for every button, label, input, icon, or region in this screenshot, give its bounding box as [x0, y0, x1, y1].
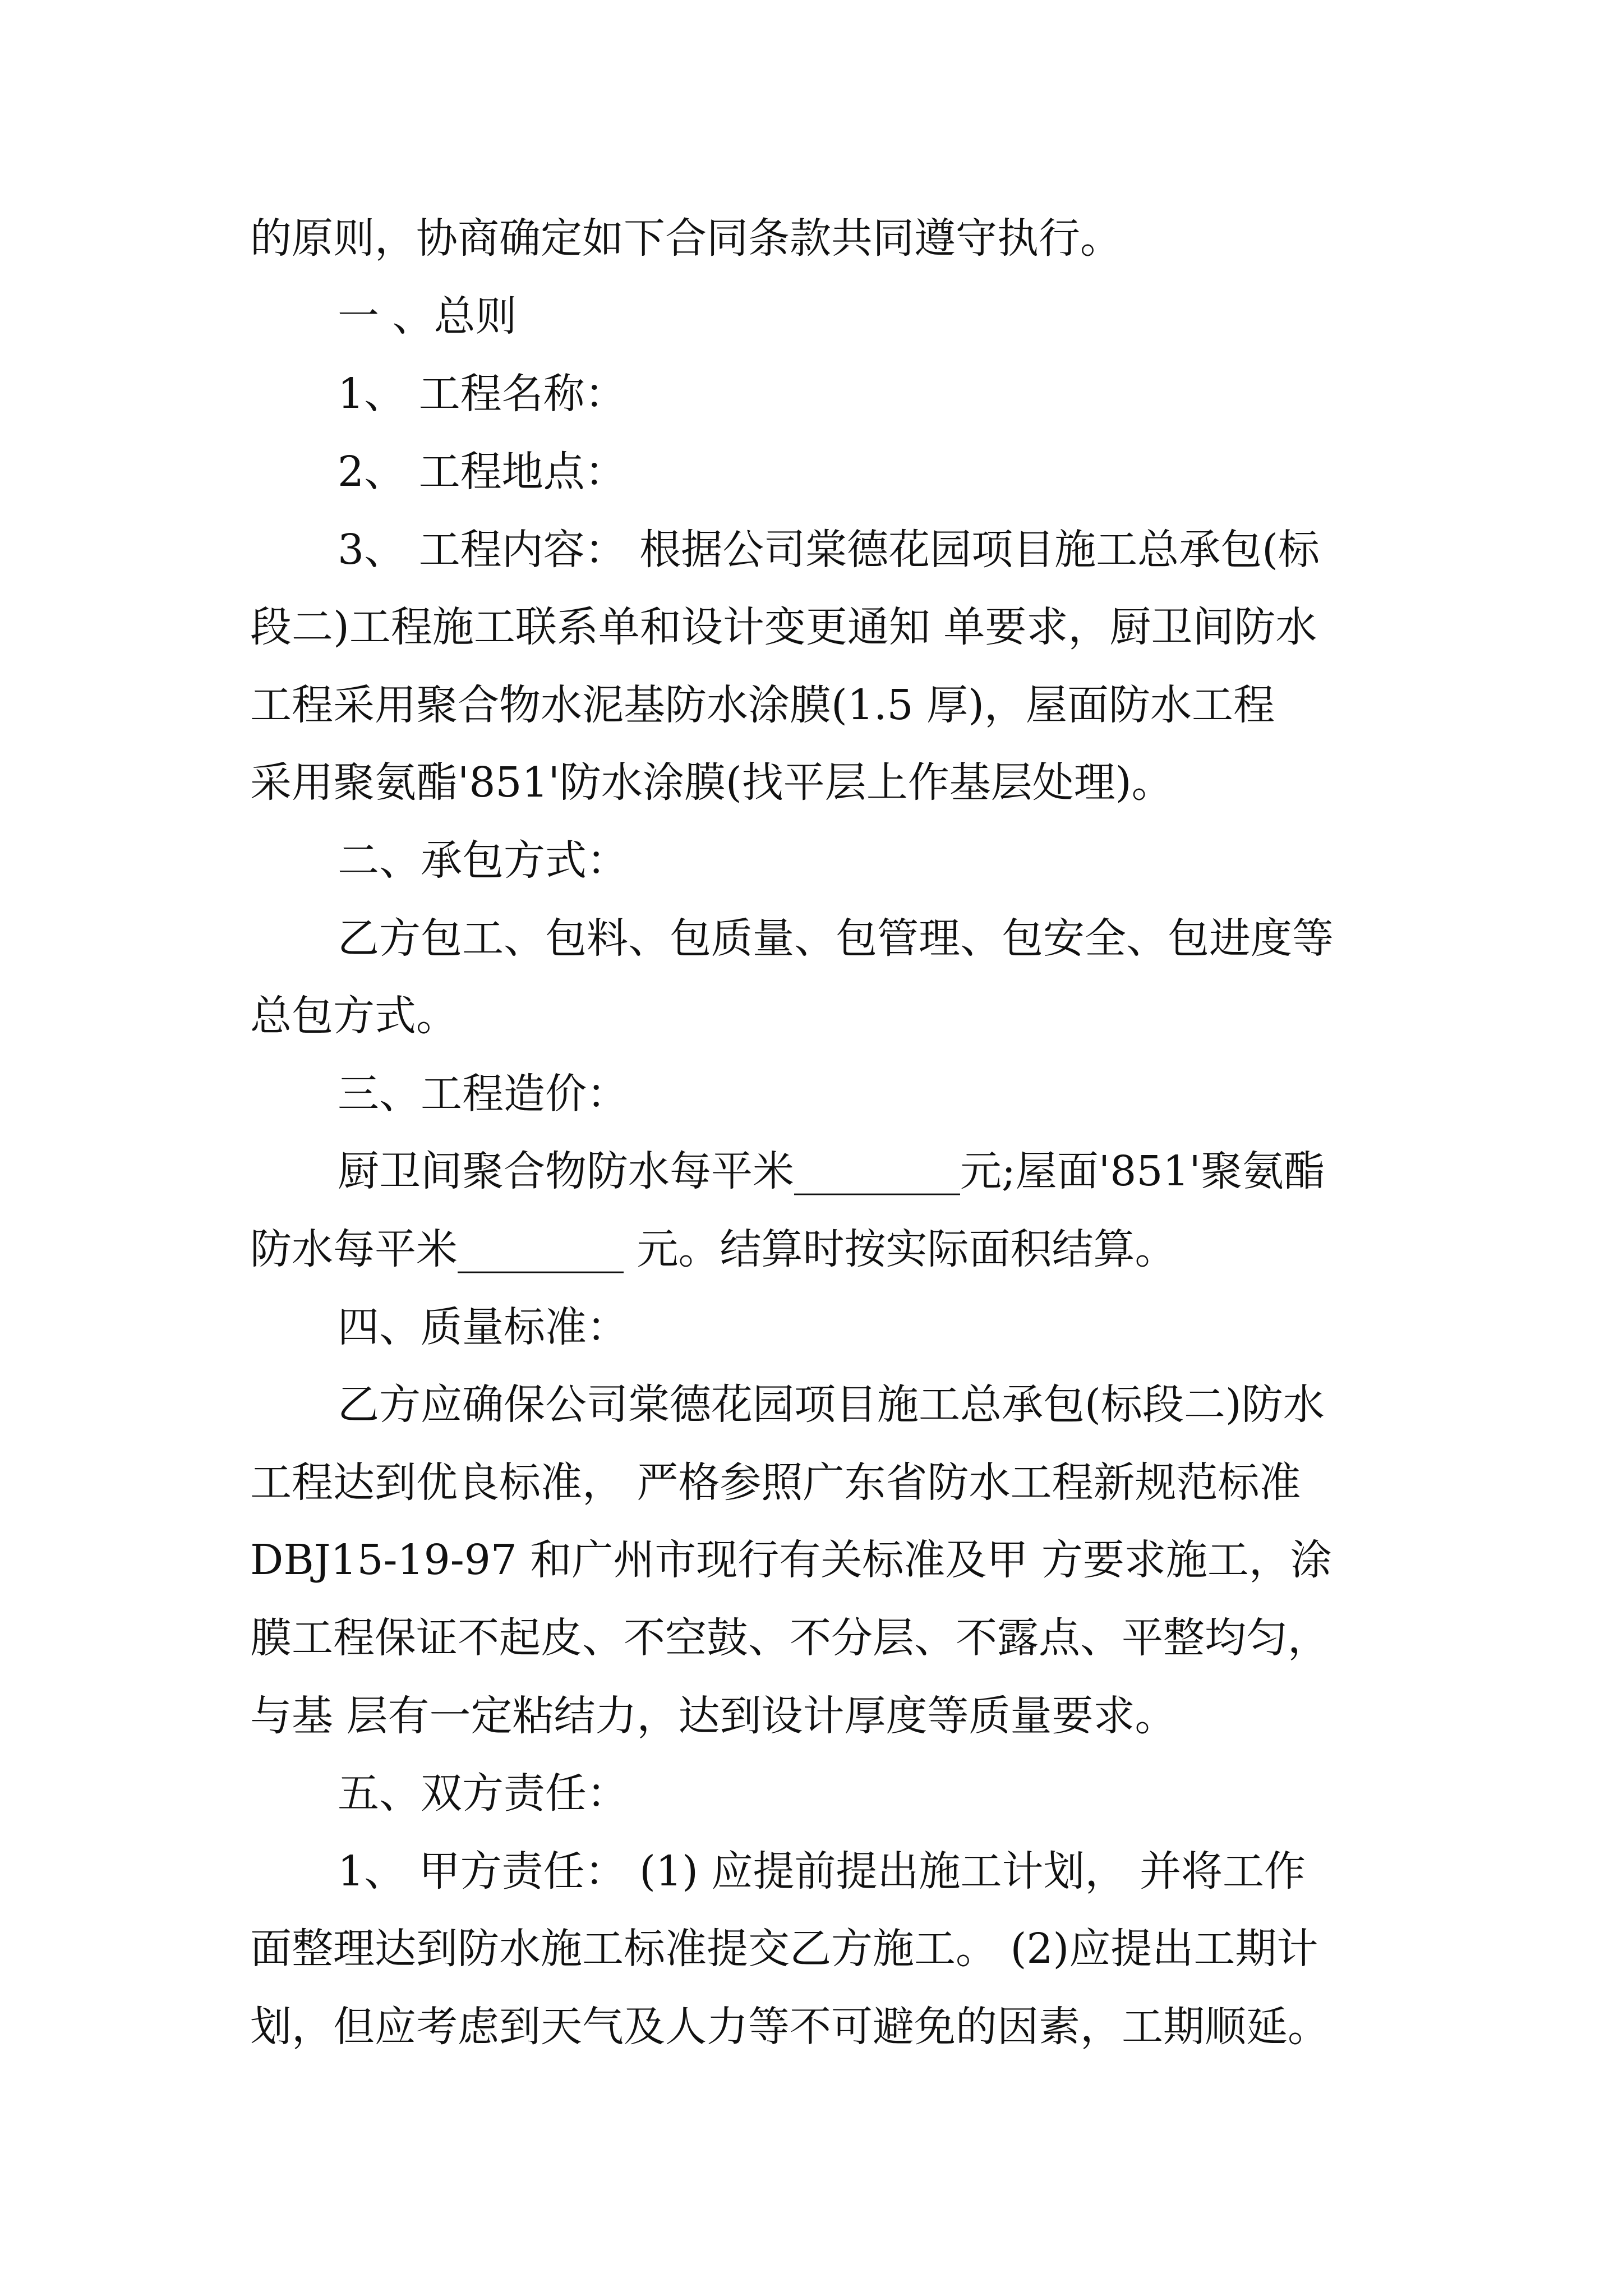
- body-text-line: 工程采用聚合物水泥基防水涂膜(1.5 厚)，屋面防水工程: [250, 681, 1275, 729]
- body-text-line: DBJ15-19-97 和广州市现行有关标准及甲 方要求施工，涂: [250, 1536, 1332, 1584]
- body-text-line: 采用聚氨酯'851'防水涂膜(找平层上作基层处理)。: [250, 758, 1173, 807]
- body-text-line: 防水每平米________ 元。结算时按实际面积结算。: [250, 1225, 1177, 1273]
- body-text-line: 乙方应确保公司棠德花园项目施工总承包(标段二)防水: [338, 1381, 1325, 1429]
- body-text-line: 与基 层有一定粘结力，达到设计厚度等质量要求。: [250, 1692, 1177, 1740]
- clause-project-content: 3、 工程内容： 根据公司棠德花园项目施工总承包(标: [338, 526, 1320, 574]
- clause-party-a-responsibility: 1、 甲方责任： (1) 应提前提出施工计划， 并将工作: [338, 1847, 1306, 1895]
- body-text-line: 面整理达到防水施工标准提交乙方施工。 (2)应提出工期计: [250, 1925, 1318, 1973]
- body-text-line: 工程达到优良标准， 严格参照广东省防水工程新规范标准: [250, 1458, 1301, 1507]
- body-text-line: 膜工程保证不起皮、不空鼓、不分层、不露点、平整均匀，: [250, 1614, 1329, 1662]
- section-heading-contract-mode: 二、承包方式：: [338, 836, 628, 885]
- body-text-line: 的原则，协商确定如下合同条款共同遵守执行。: [250, 214, 1122, 263]
- body-text-line: 厨卫间聚合物防水每平米________元;屋面'851'聚氨酯: [338, 1147, 1325, 1195]
- section-heading-general: 一 、总则: [338, 292, 517, 341]
- body-text-line: 段二)工程施工联系单和设计变更通知 单要求，厨卫间防水: [250, 603, 1317, 651]
- body-text-line: 乙方包工、包料、包质量、包管理、包安全、包进度等: [338, 914, 1334, 963]
- body-text-line: 总包方式。: [250, 992, 458, 1040]
- section-heading-responsibilities: 五、双方责任：: [338, 1769, 628, 1818]
- section-heading-project-cost: 三、工程造价：: [338, 1070, 628, 1118]
- section-heading-quality-standard: 四、质量标准：: [338, 1303, 628, 1351]
- body-text-line: 划，但应考虑到天气及人力等不可避免的因素，工期顺延。: [250, 2003, 1329, 2051]
- clause-project-location: 2、 工程地点：: [338, 448, 626, 496]
- clause-project-name: 1、 工程名称：: [338, 370, 626, 418]
